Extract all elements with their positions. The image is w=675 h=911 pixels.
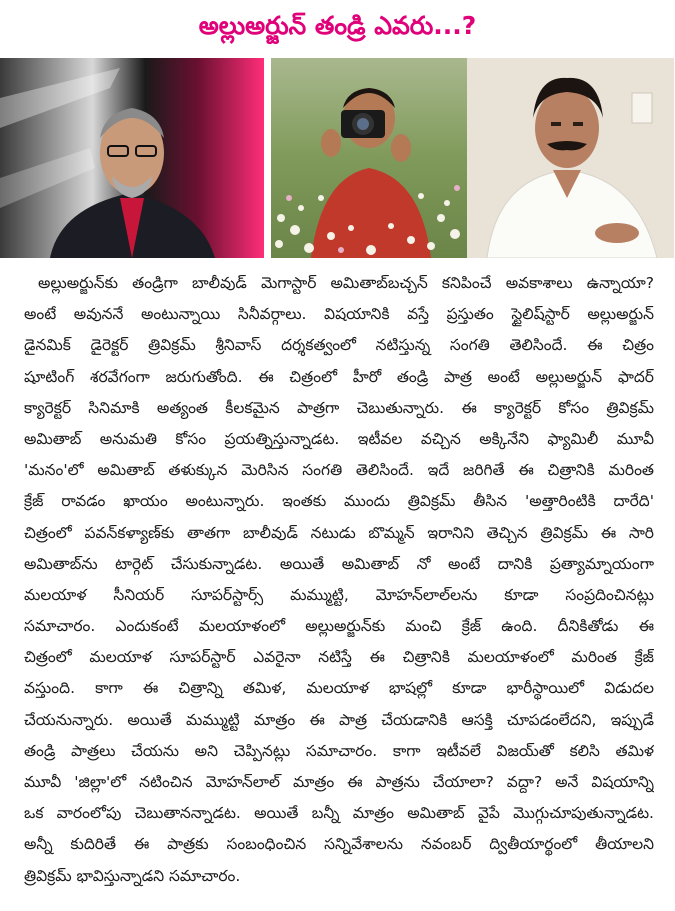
photo-amitabh (0, 58, 264, 258)
article-line: మూవీ 'జిల్లా'లో నటించిన మోహన్‌లాల్ మాత్రం ఈ పాత్రను చేయాలా? వద్దా? అనే విషయాన్ని (24, 773, 654, 791)
article-line: 'మనం'లో అమితాబ్ తళుక్కున మెరిసిన సంగతి తెలిసిందే. ఇదే జరిగితే ఈ చిత్రానికి మరింత (24, 461, 654, 480)
article-line: అంటే అవుననే అంటున్నాయి సినీవర్గాలు. విషయానికి వస్తే ప్రస్తుతం స్టైలిష్‌స్టార్ అల్లుఅర్జున్ (24, 305, 654, 324)
article-body (24, 268, 654, 892)
article-line: షూటింగ్ శరవేగంగా జరుగుతోంది. ఈ చిత్రంలో హీరో తండ్రి పాత్ర అంటే అల్లుఅర్జున్ ఫాదర్ (24, 367, 654, 386)
article-line: క్యారెక్టర్ సినిమాకి అత్యంత కీలకమైన పాత్రగా చెబుతున్నారు. ఈ క్యారెక్టర్ కోసం త్రివిక్రమ్ (24, 398, 654, 417)
article-line: ఒక వారంలోపు చెబుతానన్నాడట. అయితే బన్నీ మాత్రం అమితాబ్ వైపే మొగ్గుచూపుతున్నాడట. (24, 804, 654, 823)
portrait-icon (0, 58, 264, 258)
article-line: అమితాబ్ అనుమతి కోసం ప్రయత్నిస్తున్నాడట. ఇటీవల వచ్చిన అక్కినేని ఫ్యామిలీ మూవీ (24, 429, 654, 448)
portrait-icon (271, 58, 467, 258)
article-line: త్రివిక్రమ్ భావిస్తున్నాడని సమాచారం. (24, 866, 241, 885)
article-line: క్రేజ్ రావడం ఖాయం అంటున్నారు. ఇంతకు ముందు త్రివిక్రమ్ తీసిన 'అత్తారింటికి దారేది' (24, 492, 654, 511)
article-line: చేయనున్నారు. అయితే మమ్ముట్టి మాత్రం ఈ పాత్ర చేయడానికి ఆసక్తి చూపడంలేదని, ఇప్పుడే (24, 710, 654, 729)
portrait-icon (467, 58, 674, 258)
article-line: సమాచారం. ఎందుకంటే మలయాళంలో అల్లుఅర్జున్‌కు మంచి క్రేజ్ ఉంది. దీనికితోడు ఈ (24, 617, 654, 636)
article-line: మలయాళ సీనియర్ సూపర్‌స్టార్స్ మమ్ముట్టి, మోహన్‌లాల్‌లను కూడా సంప్రదించినట్లు (24, 585, 654, 604)
article-line: అన్నీ కుదిరితే ఈ పాత్రకు సంబంధించిన సన్నివేశాలను నవంబర్ ద్వితీయార్థంలో తీయాలని (24, 835, 654, 854)
photo-mammootty (467, 58, 674, 258)
article-line: డైనమిక్ డైరెక్టర్ త్రివిక్రమ్ శ్రీనివాస్ దర్శకత్వంలో నటిస్తున్న సంగతి తెలిసిందే. ఈ చిత్రం (24, 336, 654, 355)
page-title: అల్లుఅర్జున్ తండ్రి ఎవరు...? (198, 11, 477, 40)
article-line: అల్లుఅర్జున్‌కు తండ్రిగా బాలీవుడ్ మెగాస్టార్ అమితాబ్‌బచ్చన్ కనిపించే అవకాశాలు ఉన్నాయా? (38, 274, 654, 292)
photo-mohanlal (271, 58, 467, 258)
article-line: తండ్రి పాత్రలు చేయను అని చెప్పినట్లు సమాచారం. కాగా ఇటీవలే విజయ్‌తో కలిసి తమిళ (24, 741, 654, 760)
article-line: అమితాబ్‌ను టార్గెట్ చేసుకున్నాడట. అయితే అమితాబ్ నో అంటే దానికి ప్రత్యామ్నాయంగా (24, 554, 654, 573)
photo-strip (0, 58, 675, 260)
article-line: చిత్రంలో మలయాళ సూపర్‌స్టార్ ఎవరైనా నటిస్తే ఈ చిత్రానికి మలయాళంలో మరింత క్రేజ్ (24, 648, 654, 667)
article-line: చిత్రంలో పవన్‌కళ్యాణ్‌కు తాతగా బాలీవుడ్ నటుడు బొమ్మన్ ఇరానిని తెచ్చిన త్రివిక్రమ్ ఈ సారి (24, 523, 654, 542)
article-line: వస్తుంది. కాగా ఈ చిత్రాన్ని తమిళ, మలయాళ భాషల్లో కూడా భారీస్థాయిలో విడుదల (24, 679, 654, 698)
